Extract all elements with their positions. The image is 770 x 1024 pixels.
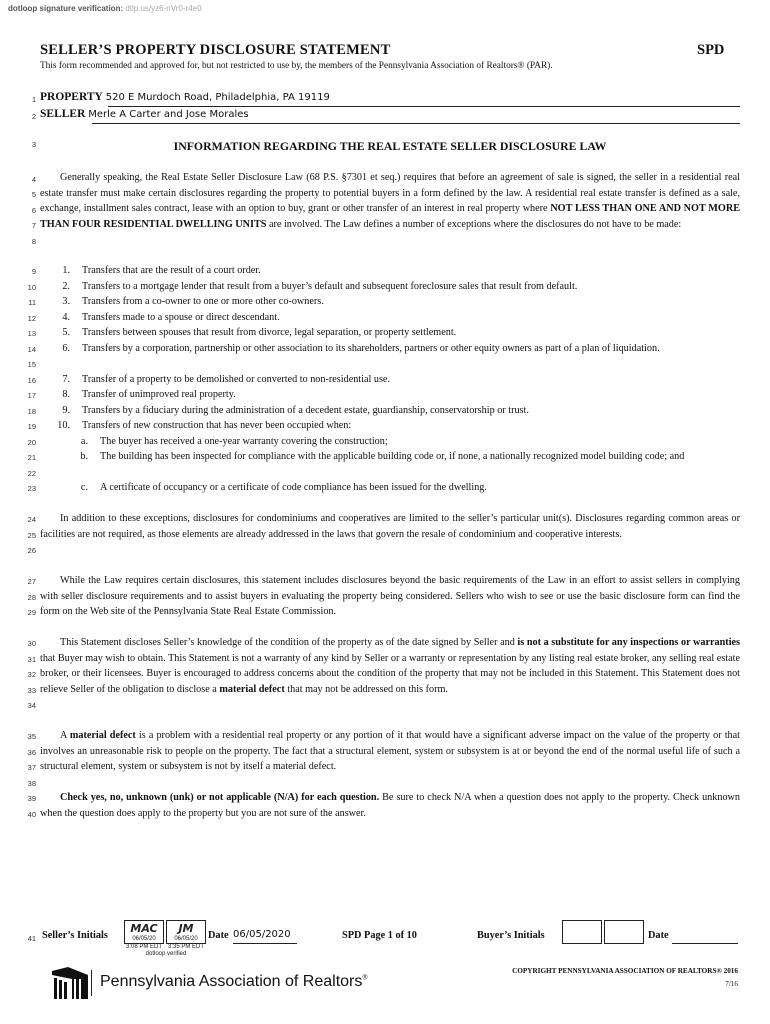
signature-stamp-date-2: 06/05/20 <box>174 936 198 942</box>
line-number: 8 <box>31 237 36 246</box>
item-text: Transfers by a fiduciary during the administration of a decedent estate, guardianship, conservatorship or trust. <box>82 405 529 416</box>
defect-text: A <box>60 730 70 741</box>
seller-value[interactable]: Merle A Carter and Jose Morales <box>88 109 249 120</box>
intro-paragraph <box>40 170 740 232</box>
line-number: 27 <box>27 577 36 586</box>
check-instructions-emphasis: Check yes, no, unknown (unk) or not applicable (N/A) for each question. <box>60 792 380 803</box>
item-number: 3. <box>62 296 70 307</box>
line-number: 31 <box>27 655 36 664</box>
buyer-initial-box-2[interactable] <box>604 920 644 944</box>
seller-date-label: Date <box>208 930 229 941</box>
seller-label: SELLER <box>40 108 86 120</box>
statement-paragraph <box>40 635 740 697</box>
form-revision: 7/16 <box>725 980 738 988</box>
item-text: Transfers made to a spouse or direct descendant. <box>82 312 280 323</box>
seller-row <box>40 108 249 120</box>
intro-emphasis: NOT LESS THAN ONE AND NOT MORE THAN FOUR RESIDENTIAL DWELLING UNITS <box>40 203 740 230</box>
buyer-initials-label: Buyer’s Initials <box>477 930 545 941</box>
seller-underline <box>92 123 740 124</box>
line-number: 38 <box>27 779 36 788</box>
verification-label: dotloop signature verification: <box>8 4 124 13</box>
line-number: 11 <box>28 298 36 307</box>
property-underline <box>108 106 740 107</box>
signature-stamp-time-2: 3:35 PM EDT <box>167 944 204 950</box>
line-number: 14 <box>27 345 36 354</box>
line-number: 16 <box>27 376 36 385</box>
form-title: SELLER’S PROPERTY DISCLOSURE STATEMENT <box>40 42 391 58</box>
condo-paragraph: In addition to these exceptions, disclosures for condominiums and cooperatives are limited to the seller’s particular unit(s). Disclosures regarding common areas or facilities are not required, as those elements are already addressed in the laws that govern the resale of condominium and cooperative interests. <box>40 513 740 540</box>
item-text: Transfer of a property to be demolished or converted to non-residential use. <box>82 374 390 385</box>
line-number: 17 <box>27 391 36 400</box>
line-number: 2 <box>31 112 36 121</box>
line-number: 12 <box>27 314 36 323</box>
check-instructions-text: Be sure to check N/A when a question does not apply to the property. Check unknown when the question does apply to the property but you are not sure of the answer. <box>40 792 740 819</box>
item-text: The building has been inspected for compliance with the applicable building code or, if none, a nationally recognized model building code; and <box>100 451 685 462</box>
item-text: Transfers between spouses that result from divorce, legal separation, or property settlement. <box>82 327 457 338</box>
item-number: 1. <box>62 265 70 276</box>
line-number: 39 <box>27 794 36 803</box>
item-text: Transfer of unimproved real property. <box>82 389 236 400</box>
line-number: 29 <box>27 608 36 617</box>
defect-paragraph <box>40 728 740 775</box>
line-number: 33 <box>27 686 36 695</box>
property-row <box>40 91 330 103</box>
line-number: 36 <box>27 748 36 757</box>
statement-text: that may not be addressed on this form. <box>284 683 448 695</box>
dotloop-verified-stamp: dotloop verified <box>145 951 187 957</box>
line-number: 15 <box>27 360 36 369</box>
verification-code[interactable]: dtlp.us/yz6-nVr0-r4e0 <box>125 4 202 13</box>
par-logo-icon <box>50 965 90 1001</box>
association-name <box>100 973 368 991</box>
item-text: Transfers by a corporation, partnership or other association to its shareholders, partners or other equity owners as part of a plan of liquidation. <box>82 343 660 354</box>
line-number: 34 <box>27 701 36 710</box>
item-number: 4. <box>62 312 70 323</box>
law-paragraph: While the Law requires certain disclosures, this statement includes disclosures beyond the basic requirements of the Law in an effort to assist sellers in complying with seller disclosure requirements and to assist buyers in evaluating the property being considered. Sellers who wish to see or use the basic disclosure form can find the form on the Web site of the Pennsylvania State Real Estate Commission. <box>40 575 740 617</box>
statement-emphasis: material defect <box>219 683 285 695</box>
form-subtitle: This form recommended and approved for, but not restricted to use by, the members of the Pennsylvania Association of Realtors® (PAR). <box>40 61 553 71</box>
statement-emphasis: is not a substitute for any inspections or warranties <box>517 637 741 648</box>
item-text: Transfers from a co-owner to one or more other co-owners. <box>82 296 324 307</box>
item-number: 2. <box>62 281 70 292</box>
defect-emphasis: material defect <box>69 730 136 741</box>
line-number: 24 <box>27 515 36 524</box>
line-number: 4 <box>31 175 36 184</box>
item-number: 6. <box>62 343 70 354</box>
buyer-date-label: Date <box>648 930 669 941</box>
line-number: 37 <box>27 763 36 772</box>
item-number: b. <box>80 451 88 462</box>
property-label: PROPERTY <box>40 91 103 103</box>
buyer-initial-box-1[interactable] <box>562 920 602 944</box>
signature-stamp-time-1: 3:08 PM EDT <box>125 944 162 950</box>
line-number: 7 <box>31 221 36 230</box>
registered-mark: ® <box>362 974 368 982</box>
item-text: A certificate of occupancy or a certificate of code compliance has been issued for the dwelling. <box>100 482 487 493</box>
line-number: 28 <box>27 593 36 602</box>
item-number: 9. <box>62 405 70 416</box>
item-number: 8. <box>62 389 70 400</box>
item-number: 10. <box>57 420 70 431</box>
dotloop-verification <box>8 4 202 13</box>
section-heading: INFORMATION REGARDING THE REAL ESTATE SELLER DISCLOSURE LAW <box>173 139 607 153</box>
property-value[interactable]: 520 E Murdoch Road, Philadelphia, PA 19119 <box>105 92 330 103</box>
line-number: 9 <box>31 267 36 276</box>
item-text: Transfers of new construction that has never been occupied when: <box>82 420 352 431</box>
seller-initials-signature-1: MAC <box>130 922 158 935</box>
statement-text: that Buyer may wish to obtain. This Statement is not a warranty of any kind by Seller or a warranty or representation by any listing real estate broker, any selling real estate broker, or their licensees. Buyer is encouraged to address concerns about the condition of the property that may not be included in this Statement. This Statement does not relieve Seller of the obligation to disclose a <box>40 652 740 695</box>
item-number: a. <box>80 436 88 447</box>
par-logo-graphic <box>50 965 90 1001</box>
line-number: 41 <box>27 934 36 943</box>
buyer-date-underline[interactable] <box>672 943 738 944</box>
seller-initials-signature-2: JM <box>178 922 194 935</box>
line-number: 23 <box>27 484 36 493</box>
item-number: 7. <box>62 374 70 385</box>
seller-date-value[interactable]: 06/05/2020 <box>233 929 291 940</box>
item-number: 5. <box>62 327 70 338</box>
line-number: 19 <box>27 422 36 431</box>
copyright-notice: COPYRIGHT PENNSYLVANIA ASSOCIATION OF REALTORS® 2016 <box>512 967 738 975</box>
intro-text-end: are involved. The Law defines a number of exceptions where the disclosures do not have to be made: <box>266 218 682 230</box>
line-number: 21 <box>27 453 36 462</box>
line-number: 25 <box>27 531 36 540</box>
signature-stamp-date-1: 06/05/20 <box>132 936 156 942</box>
line-number: 32 <box>27 670 36 679</box>
line-number: 5 <box>31 190 36 199</box>
line-number: 18 <box>27 407 36 416</box>
check-instructions-paragraph <box>40 790 740 821</box>
seller-date-underline <box>233 943 297 944</box>
line-number: 35 <box>27 732 36 741</box>
line-number: 3 <box>31 140 36 149</box>
line-number: 1 <box>31 95 36 104</box>
seller-initials-label: Seller’s Initials <box>42 930 108 941</box>
line-number: 10 <box>27 283 36 292</box>
line-number: 26 <box>27 546 36 555</box>
line-number: 20 <box>27 438 36 447</box>
line-number: 30 <box>27 639 36 648</box>
statement-text: This Statement discloses Seller’s knowledge of the condition of the property as of the date signed by Seller and <box>60 637 518 648</box>
intro-text: Generally speaking, the Real Estate Seller Disclosure Law (68 P.S. §7301 et seq.) requires that before an agreement of sale is signed, the seller in a residential real estate transfer must make certain disclosures regarding the property to potential buyers in a form defined by the law. A residential real estate transfer is defined as a sale, exchange, installment sales contract, lease with an option to buy, grant or other transfer of an interest in real property where <box>40 172 740 214</box>
line-number: 6 <box>31 206 36 215</box>
association-name-text: Pennsylvania Association of Realtors <box>100 973 363 990</box>
item-text: Transfers to a mortgage lender that result from a buyer’s default and subsequent foreclosure sales that result from default. <box>82 281 578 292</box>
item-number: c. <box>80 482 88 493</box>
line-number: 13 <box>27 329 36 338</box>
logo-divider <box>91 970 93 996</box>
item-text: The buyer has received a one-year warranty covering the construction; <box>100 436 388 447</box>
line-number: 40 <box>27 810 36 819</box>
line-number: 22 <box>27 469 36 478</box>
page-indicator: SPD Page 1 of 10 <box>342 930 417 941</box>
item-text: Transfers that are the result of a court order. <box>82 265 261 276</box>
form-code: SPD <box>697 42 725 58</box>
defect-text: is a problem with a residential real property or any portion of it that would have a significant adverse impact on the value of the property or that involves an unreasonable risk to people on the property. The fact that a structural element, system or subsystem is at or beyond the end of the normal useful life of such a structural element, system or subsystem is not by itself a material defect. <box>40 730 740 772</box>
